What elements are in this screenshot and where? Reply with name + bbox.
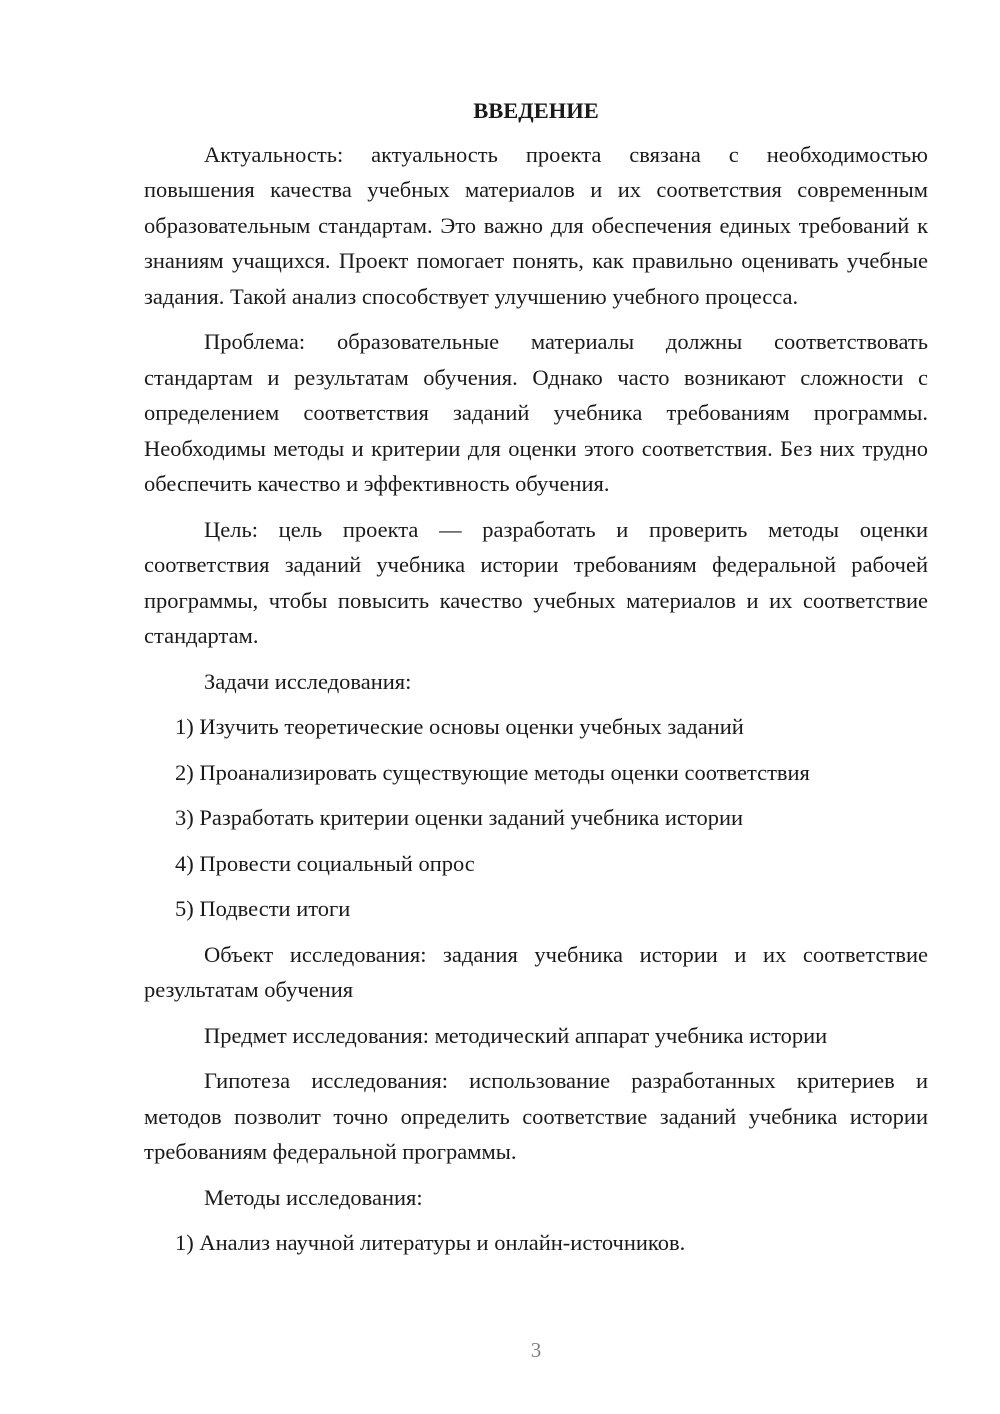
- methods-heading: Методы исследования:: [204, 1184, 423, 1210]
- tasks-list: [144, 709, 928, 927]
- page-number: 3: [530, 1338, 542, 1362]
- list-item: 2) Проанализировать существующие методы оценки соответствия: [175, 759, 810, 785]
- goal-paragraph: Цель: цель проекта — разработать и проверить методы оценки соответствия заданий учебника истории требованиям федеральной рабочей программы, чтобы повысить качество учебных материалов и их соответствие стандартам.: [144, 516, 928, 648]
- list-item: 3) Разработать критерии оценки заданий учебника истории: [175, 805, 744, 830]
- hypothesis-paragraph: Гипотеза исследования: использование разработанных критериев и методов позволит точно определить соответствие заданий учебника истории требованиям федеральной программы.: [144, 1068, 928, 1164]
- object-paragraph: Объект исследования: задания учебника истории и их соответствие результатам обучения: [144, 941, 928, 1002]
- list-item: 1) Изучить теоретические основы оценки учебных заданий: [175, 714, 744, 739]
- page-content: [144, 93, 928, 1271]
- list-item: 4) Провести социальный опрос: [175, 850, 475, 876]
- subject-paragraph: Предмет исследования: методический аппарат учебника истории: [204, 1022, 828, 1048]
- problem-paragraph: Проблема: образовательные материалы должны соответствовать стандартам и результатам обучения. Однако часто возникают сложности с определением соответствия заданий учебника требованиям программы. Необходимы методы и критерии для оценки этого соответствия. Без них трудно обеспечить качество и эффективность обучения.: [144, 329, 928, 496]
- relevance-paragraph: Актуальность: актуальность проекта связана с необходимостью повышения качества учебных материалов и их соответствия современным образовательным стандартам. Это важно для обеспечения единых требований к знаниям учащихся. Проект помогает понять, как правильно оценивать учебные задания. Такой анализ способствует улучшению учебного процесса.: [144, 141, 928, 309]
- list-item: 1) Анализ научной литературы и онлайн-источников.: [175, 1230, 686, 1255]
- list-item: 5) Подвести итоги: [175, 896, 351, 921]
- section-title: ВВЕДЕНИЕ: [473, 98, 599, 123]
- tasks-heading: Задачи исследования:: [204, 668, 412, 694]
- methods-list: [144, 1225, 928, 1261]
